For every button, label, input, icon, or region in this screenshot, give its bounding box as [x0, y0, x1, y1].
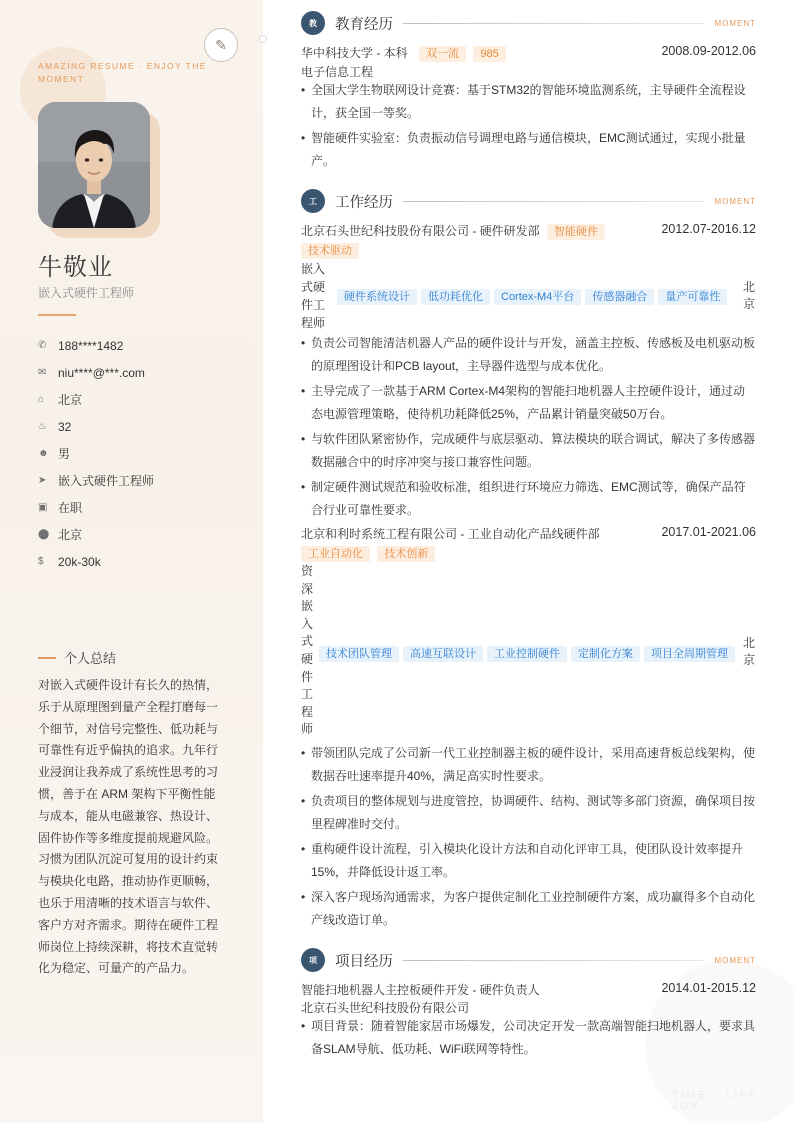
work-section-header [301, 189, 756, 213]
job-bullet: • 带领团队完成了公司新一代工业控制器主板的硬件设计，采用高速背板总线架构，使数据吞吐速率提升40%，满足高实时性要求。 [301, 742, 756, 787]
candidate-job-title: 嵌入式硬件工程师 [38, 286, 135, 300]
profile-photo [38, 102, 150, 228]
project-date: 2014.01-2015.12 [661, 981, 756, 995]
project-title: 项目经历 [335, 953, 393, 970]
age-text: 32 [58, 419, 72, 434]
job-date: 2017.01-2021.06 [661, 525, 756, 539]
info-row-phone [38, 332, 154, 359]
project-company: 北京石头世纪科技股份有限公司 [301, 1001, 470, 1015]
candidate-name: 牛敬业 [38, 253, 113, 281]
job-header [301, 525, 756, 542]
skill-tag: 项目全周期管理 [644, 646, 735, 662]
project-row [301, 981, 756, 998]
decorative-ring [259, 35, 267, 43]
school-tag: 985 [473, 46, 505, 62]
section-moment-label: MOMENT [714, 955, 756, 965]
skill-tag: 低功耗优化 [421, 289, 490, 305]
salary-icon: $ [38, 556, 44, 567]
info-row-status [38, 494, 154, 521]
target-job-text: 嵌入式硬件工程师 [58, 474, 155, 488]
job-header [301, 222, 756, 240]
gender-icon: ☻ [38, 448, 49, 459]
info-row-hometown [38, 386, 154, 413]
job-location: 北京 [743, 636, 756, 667]
job-tag: 技术创新 [377, 546, 435, 562]
home-icon: ⌂ [38, 394, 45, 405]
info-row-email [38, 359, 154, 386]
info-row-salary [38, 548, 154, 575]
education-date: 2008.09-2012.06 [661, 44, 756, 58]
job-bullet: • 制定硬件测试规范和验收标准，组织进行环境应力筛选、EMC测试等，确保产品符合行业可靠性要求。 [301, 476, 756, 521]
job-company: 北京石头世纪科技股份有限公司 - 硬件研发部 [301, 224, 540, 238]
job-bullet: • 深入客户现场沟通需求，为客户提供定制化工业控制硬件方案，成功赢得多个自动化产线改造订单。 [301, 886, 756, 931]
job-tag-row [301, 546, 756, 562]
job-tag-row [301, 243, 756, 259]
work-icon: 工 [301, 189, 325, 213]
job-date: 2012.07-2016.12 [661, 222, 756, 236]
job-bullet: • 与软件团队紧密协作，完成硬件与底层驱动、算法模块的联合调试，解决了多传感器数据融合中的时序冲突与接口兼容性问题。 [301, 428, 756, 473]
education-row [301, 44, 756, 62]
job-tag: 工业自动化 [301, 546, 370, 562]
education-bullet: • 全国大学生物联网设计竞赛：基于STM32的智能环境监测系统，主导硬件全流程设计，获全国一等奖。 [301, 79, 756, 124]
job-skills [319, 644, 739, 662]
section-divider [403, 201, 704, 202]
job-role: 资深嵌入式硬件工程师 [301, 564, 314, 737]
resume-tagline: AMAZING RESUME · ENJOY THE MOMENT [38, 61, 207, 84]
gender-text: 男 [58, 447, 71, 461]
project-company-row [301, 999, 756, 1016]
phone-icon: ✆ [38, 340, 47, 351]
divider [38, 314, 76, 316]
education-title: 教育经历 [335, 16, 393, 33]
skill-tag: 工业控制硬件 [487, 646, 567, 662]
city-text: 北京 [58, 528, 83, 542]
job-tag: 技术驱动 [301, 243, 359, 259]
salary-text: 20k-30k [58, 554, 101, 569]
project-name: 智能扫地机器人主控板硬件开发 - 硬件负责人 [301, 983, 540, 997]
sidebar [0, 0, 263, 1123]
skill-tag: 硬件系统设计 [337, 289, 417, 305]
leaf-icon: ✎ [204, 28, 238, 62]
cake-icon: ♨ [38, 421, 47, 432]
skill-tag: 量产可靠性 [658, 289, 727, 305]
project-section-header [301, 948, 756, 972]
education-icon: 教 [301, 11, 325, 35]
job-bullet: • 负责公司智能清洁机器人产品的硬件设计与开发，涵盖主控板、传感板及电机驱动板的原理图设计和PCB layout，主导器件选型与成本优化。 [301, 332, 756, 377]
section-moment-label: MOMENT [714, 196, 756, 206]
summary-heading [38, 648, 116, 667]
major-row [301, 63, 756, 80]
info-row-age [38, 413, 154, 440]
section-divider [403, 960, 704, 961]
contact-info-list [38, 332, 154, 575]
school-tag: 双一流 [419, 46, 466, 62]
job-role: 嵌入式硬件工程师 [301, 262, 326, 330]
job-skills [337, 287, 731, 305]
job-bullet: • 主导完成了一款基于ARM Cortex-M4架构的智能扫地机器人主控硬件设计，通过动态电源管理策略，使待机功耗降低25%，产品累计销量突破50万台。 [301, 380, 756, 425]
major-name: 电子信息工程 [301, 65, 374, 79]
skill-tag: 高速互联设计 [403, 646, 483, 662]
hometown-text: 北京 [58, 393, 83, 407]
info-row-city [38, 521, 154, 548]
skill-tag: 传感器融合 [585, 289, 654, 305]
job-company: 北京和利时系统工程有限公司 - 工业自动化产品线硬件部 [301, 527, 600, 541]
school-name: 华中科技大学 - 本科 [301, 46, 408, 60]
job-bullet: • 负责项目的整体规划与进度管控，协调硬件、结构、测试等多部门资源，确保项目按里程碑准时交付。 [301, 790, 756, 835]
work-title: 工作经历 [335, 194, 393, 211]
skill-tag: Cortex-M4平台 [494, 289, 581, 305]
job-bullet: • 重构硬件设计流程，引入模块化设计方法和自动化评审工具，使团队设计效率提升15%，并降低设计返工率。 [301, 838, 756, 883]
email-text: niu****@***.com [58, 365, 145, 380]
phone-text: 188****1482 [58, 338, 124, 353]
info-row-gender [38, 440, 154, 467]
education-bullet: • 智能硬件实验室：负责振动信号调理电路与通信模块，EMC测试通过，实现小批量产。 [301, 127, 756, 172]
briefcase-icon: ▣ [38, 502, 48, 513]
project-icon: 项 [301, 948, 325, 972]
section-divider [403, 23, 704, 24]
skill-tag: 技术团队管理 [319, 646, 399, 662]
status-text: 在职 [58, 501, 83, 515]
education-section-header [301, 11, 756, 35]
summary-heading-bar [38, 657, 56, 659]
job-tag: 智能硬件 [547, 224, 605, 240]
mail-icon: ✉ [38, 367, 47, 378]
watermark-text: TIME · LIFE · JOY [672, 1090, 771, 1112]
skill-tag: 定制化方案 [571, 646, 640, 662]
summary-title: 个人总结 [64, 651, 117, 666]
send-icon: ➤ [38, 475, 47, 486]
location-pin-icon: ⬤ [38, 529, 50, 540]
job-location: 北京 [743, 280, 756, 311]
section-moment-label: MOMENT [714, 18, 756, 28]
project-bullet: • 项目背景：随着智能家居市场爆发，公司决定开发一款高端智能扫地机器人，要求具备SLAM导航、低功耗、WiFi联网等特性。 [301, 1015, 756, 1060]
summary-text: 对嵌入式硬件设计有长久的热情，乐于从原理图到量产全程打磨每一个细节，对信号完整性、低功耗与可靠性有近乎偏执的追求。九年行业浸润让我养成了系统性思考的习惯，善于在 ARM 架构下平衡性能与成本，能从电磁兼容、热设计、固件协作等多维度提前规避风险。习惯为团队沉淀可复用的设计约束与模块化电路，推动协作更顺畅，也乐于用清晰的技术语言与软件、客户方对齐需求。期待在硬件工程师岗位上持续深耕，将技术直觉转化为稳定、可量产的产品力。 [38, 678, 219, 976]
info-row-target-job [38, 467, 154, 494]
